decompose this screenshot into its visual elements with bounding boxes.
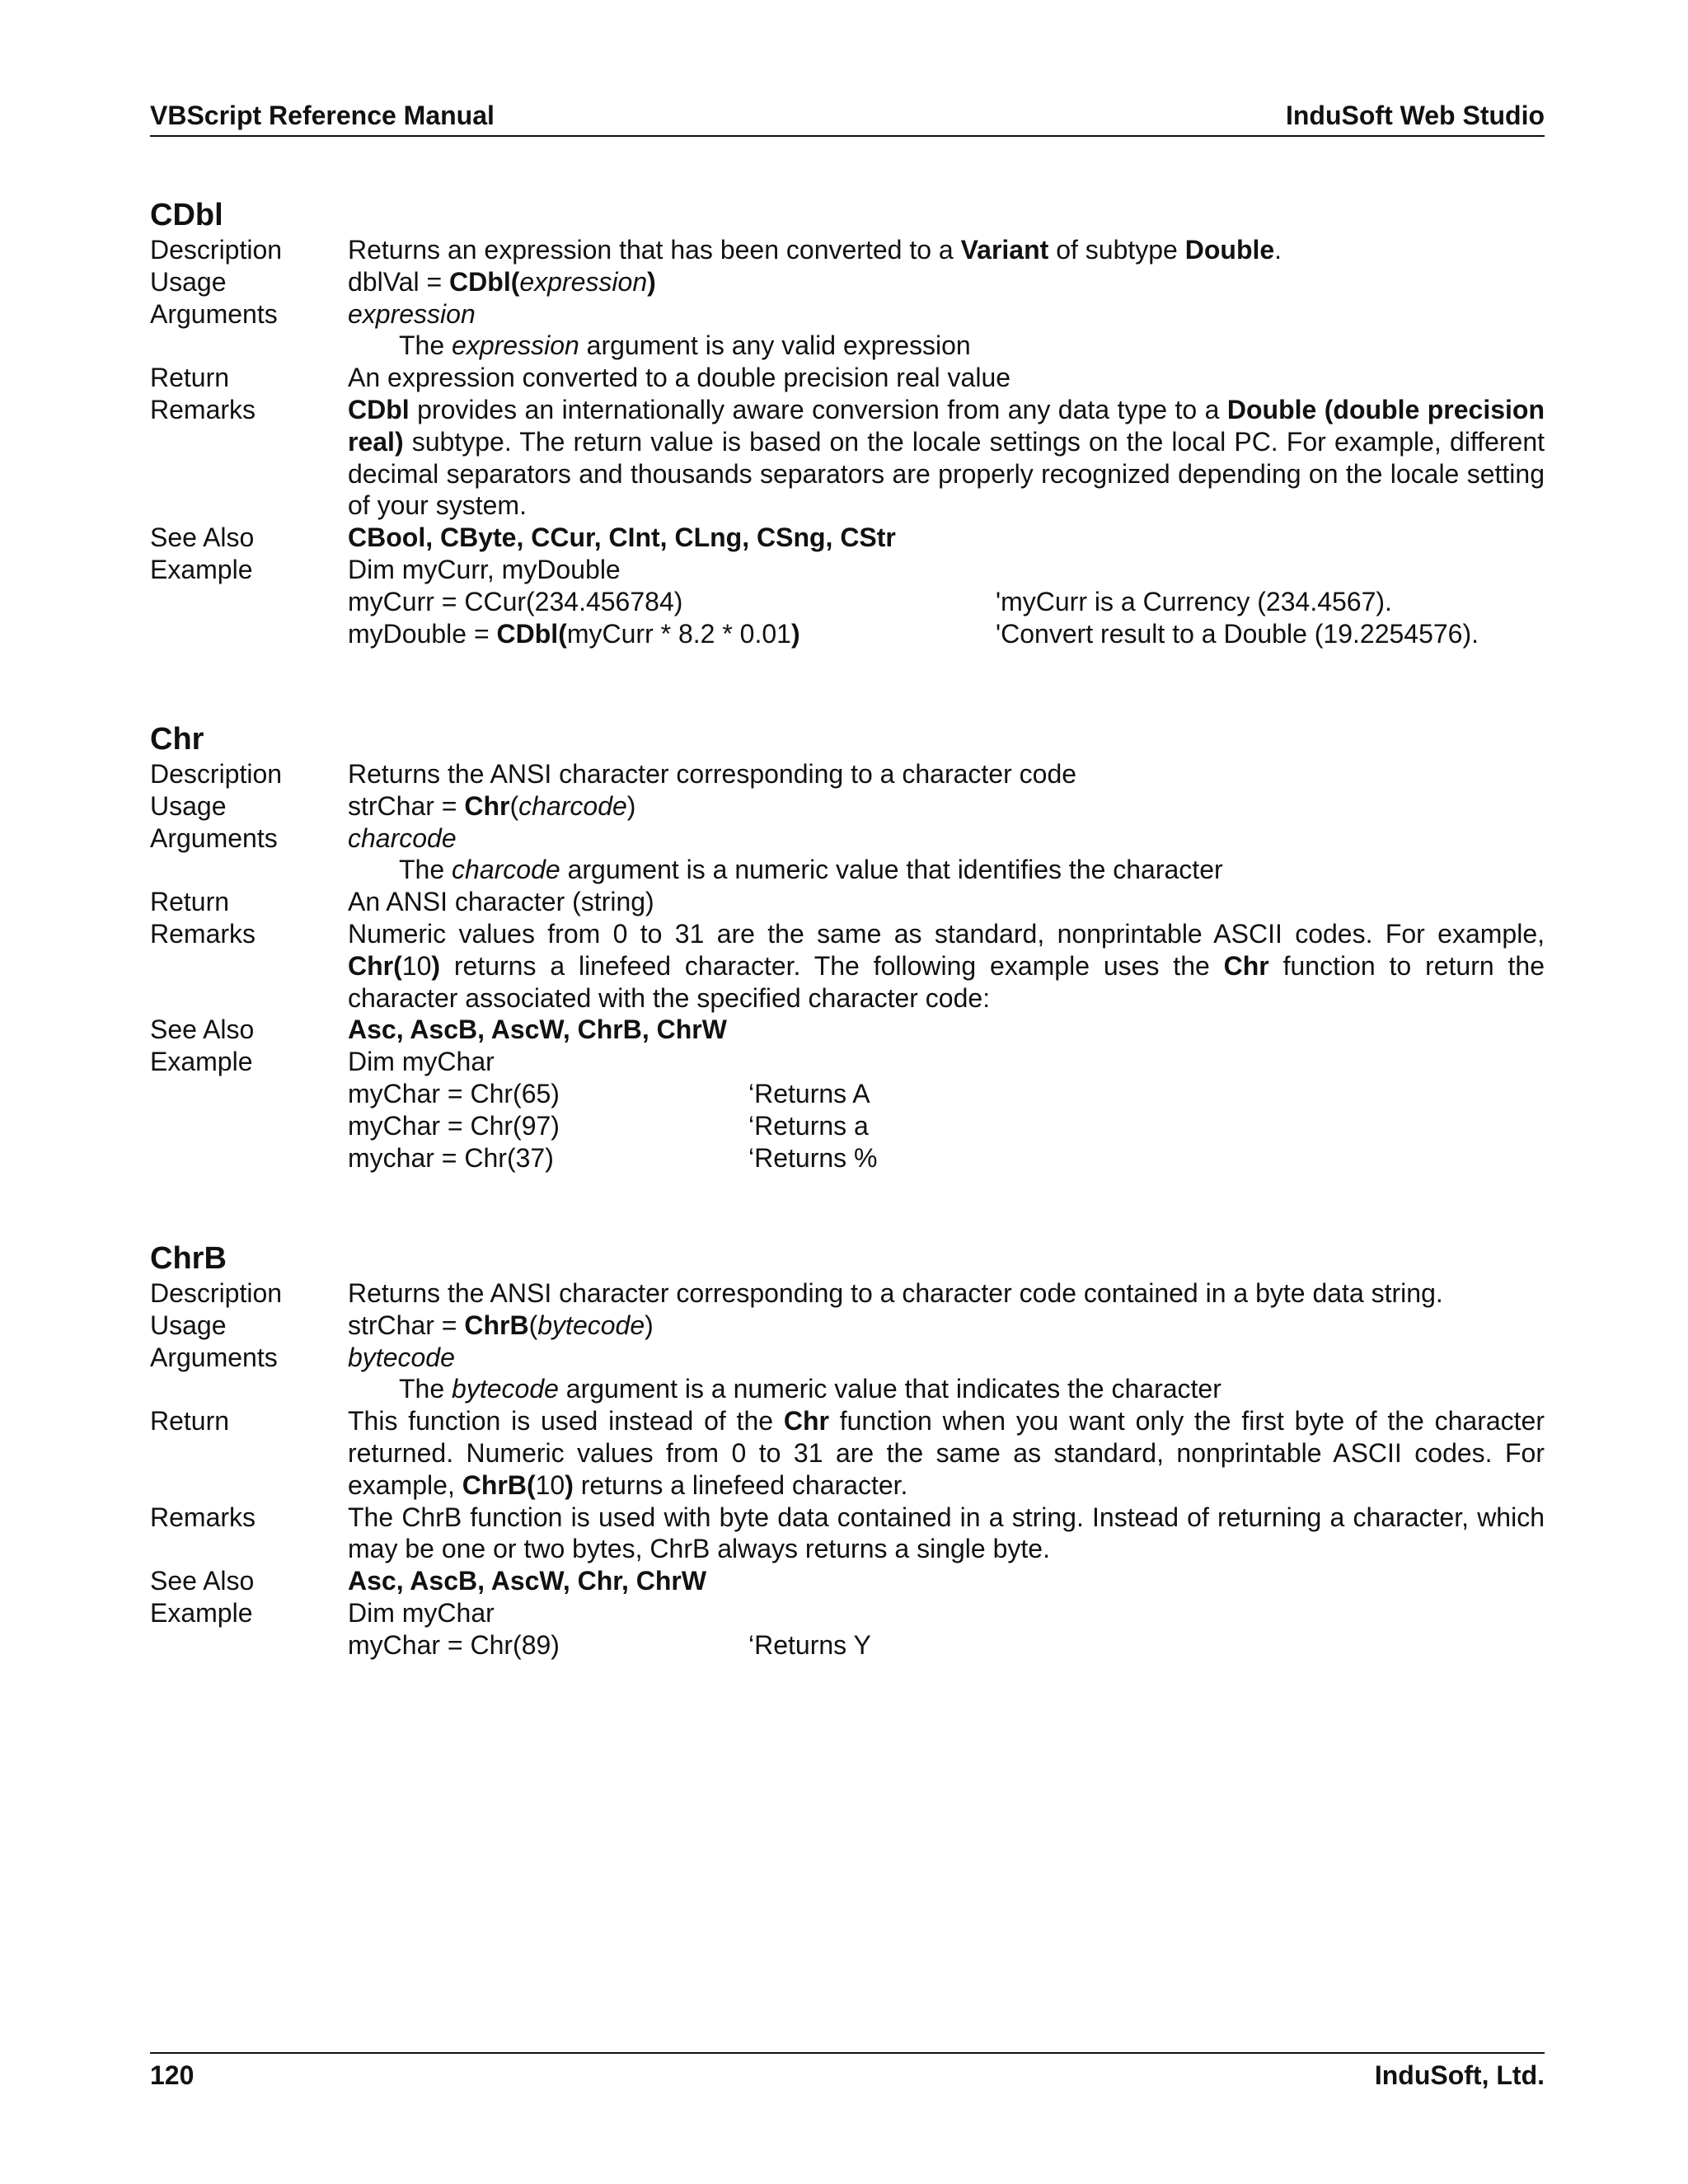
- example-label: Example: [150, 554, 253, 584]
- example-code: [348, 1046, 1545, 1174]
- see-also-text: CBool, CByte, CCur, CInt, CLng, CSng, CStr: [348, 523, 896, 553]
- usage-label: Usage: [150, 266, 227, 297]
- return-label: Return: [150, 1406, 230, 1436]
- remarks-text: The ChrB function is used with byte data contained in a string. Instead of returning a character, which may be one or two bytes, ChrB always returns a single byte.: [348, 1502, 1545, 1564]
- usage-row: [150, 1310, 1545, 1342]
- return-label: Return: [150, 887, 230, 917]
- remarks-row: [150, 1502, 1545, 1566]
- code-line: [348, 1078, 1545, 1110]
- see-also-label: See Also: [150, 1566, 255, 1596]
- company-name: InduSoft, Ltd.: [1374, 2060, 1545, 2090]
- remarks-text: Numeric values from 0 to 31 are the same as standard, nonprintable ASCII codes. For example, Chr(10) returns a linefeed character. The following example uses the Chr function to return the character associated with the specified character code:: [348, 918, 1545, 1013]
- code-line: [348, 1629, 1545, 1661]
- example-row: [150, 554, 1545, 649]
- code-statement: myChar = Chr(89): [348, 1629, 560, 1660]
- description-label: Description: [150, 759, 283, 789]
- argument-name: charcode: [348, 823, 457, 853]
- usage-label: Usage: [150, 1310, 227, 1340]
- manual-title: VBScript Reference Manual: [150, 101, 495, 130]
- see-also-label: See Also: [150, 1015, 255, 1045]
- example-label: Example: [150, 1597, 253, 1628]
- argument-description: The charcode argument is a numeric value that identifies the character: [399, 855, 1223, 885]
- return-row: [150, 886, 1545, 918]
- code-line: Dim myChar: [348, 1597, 495, 1628]
- code-line: [348, 586, 1545, 618]
- code-statement: myChar = Chr(65): [348, 1078, 560, 1108]
- code-line: [348, 1110, 1545, 1142]
- description-text: Returns an expression that has been converted to a Variant of subtype Double.: [348, 235, 1282, 265]
- return-text: An ANSI character (string): [348, 887, 654, 917]
- entry-chr: [150, 720, 1545, 1174]
- code-comment: 'Convert result to a Double (19.2254576).: [996, 618, 1479, 649]
- description-text: Returns the ANSI character corresponding to a character code contained in a byte data string.: [348, 1278, 1443, 1308]
- product-name: InduSoft Web Studio: [1285, 101, 1545, 130]
- description-text: Returns the ANSI character corresponding to a character code: [348, 759, 1077, 789]
- see-also-text: Asc, AscB, AscW, Chr, ChrW: [348, 1566, 707, 1596]
- return-row: [150, 362, 1545, 394]
- arguments-row: [150, 298, 1545, 363]
- example-row: [150, 1046, 1545, 1174]
- usage-row: [150, 266, 1545, 298]
- entry-title: CDbl: [150, 198, 223, 232]
- description-label: Description: [150, 1278, 283, 1308]
- description-row: [150, 758, 1545, 790]
- argument-description: The bytecode argument is a numeric value that indicates the character: [399, 1374, 1221, 1404]
- argument-name: bytecode: [348, 1342, 455, 1372]
- code-line: [348, 1142, 1545, 1174]
- entry-title: ChrB: [150, 1241, 227, 1276]
- arguments-label: Arguments: [150, 823, 278, 853]
- entry-title: Chr: [150, 722, 204, 757]
- see-also-row: [150, 522, 1545, 554]
- remarks-row: [150, 394, 1545, 522]
- remarks-text: CDbl provides an internationally aware conversion from any data type to a Double (double precision real) subtype. The return value is based on the locale settings on the local PC. For example, different decimal separators and thousands separators are properly recognized depending on the locale setting of your system.: [348, 394, 1545, 521]
- usage-label: Usage: [150, 790, 227, 821]
- arguments-label: Arguments: [150, 1342, 278, 1372]
- code-statement: myDouble = CDbl(myCurr * 8.2 * 0.01): [348, 618, 800, 649]
- remarks-label: Remarks: [150, 394, 256, 424]
- example-code: [348, 554, 1545, 649]
- example-code: [348, 1597, 1545, 1661]
- see-also-row: [150, 1014, 1545, 1046]
- code-line: Dim myChar: [348, 1047, 495, 1077]
- remarks-row: [150, 918, 1545, 1014]
- usage-text: dblVal = CDbl(expression): [348, 266, 656, 297]
- return-text: An expression converted to a double precision real value: [348, 363, 1011, 393]
- usage-row: [150, 790, 1545, 823]
- code-comment: ‘Returns A: [748, 1078, 870, 1108]
- see-also-text: Asc, AscB, AscW, ChrB, ChrW: [348, 1015, 727, 1045]
- argument-description: The expression argument is any valid expression: [399, 330, 971, 361]
- argument-name: expression: [348, 298, 476, 329]
- page-number: 120: [150, 2060, 195, 2090]
- example-row: [150, 1597, 1545, 1661]
- arguments-label: Arguments: [150, 298, 278, 329]
- return-text: This function is used instead of the Chr function when you want only the first byte of the character returned. Numeric values from 0 to 31 are the same as standard, nonprintable ASCII codes. For example, ChrB(10) returns a linefeed character.: [348, 1406, 1545, 1500]
- page-footer: [150, 2052, 1545, 2090]
- code-comment: ‘Returns a: [748, 1110, 869, 1141]
- return-label: Return: [150, 363, 230, 393]
- description-row: [150, 234, 1545, 266]
- remarks-label: Remarks: [150, 1502, 256, 1532]
- code-statement: myChar = Chr(97): [348, 1110, 560, 1141]
- entry-chrb: [150, 1240, 1545, 1661]
- description-row: [150, 1277, 1545, 1310]
- see-also-row: [150, 1565, 1545, 1597]
- code-comment: ‘Returns Y: [748, 1629, 871, 1660]
- usage-text: strChar = Chr(charcode): [348, 790, 636, 821]
- return-row: [150, 1405, 1545, 1501]
- entry-cdbl: [150, 196, 1545, 649]
- code-statement: myCurr = CCur(234.456784): [348, 586, 683, 616]
- page-header: [150, 97, 1545, 137]
- usage-text: strChar = ChrB(bytecode): [348, 1310, 654, 1340]
- arguments-row: [150, 1342, 1545, 1406]
- code-statement: mychar = Chr(37): [348, 1142, 554, 1173]
- arguments-row: [150, 823, 1545, 887]
- description-label: Description: [150, 235, 283, 265]
- remarks-label: Remarks: [150, 918, 256, 949]
- code-comment: ‘Returns %: [748, 1142, 878, 1173]
- code-comment: 'myCurr is a Currency (234.4567).: [996, 586, 1392, 616]
- see-also-label: See Also: [150, 523, 255, 553]
- code-line: Dim myCurr, myDouble: [348, 554, 621, 584]
- example-label: Example: [150, 1047, 253, 1077]
- code-line: [348, 618, 1545, 650]
